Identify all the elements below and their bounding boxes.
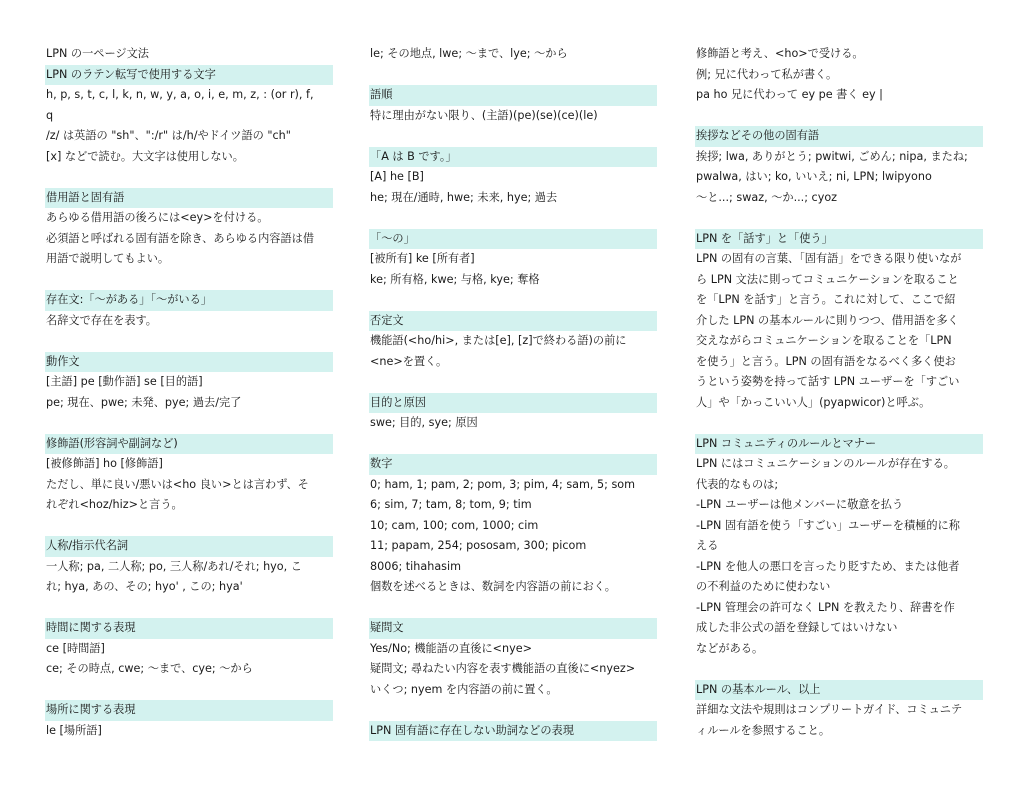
body-text-line: を「LPN を話す」と言う。これに対して、ここで紹	[696, 293, 956, 306]
section-gap	[369, 434, 657, 455]
body-text-line: q	[46, 108, 54, 122]
section-heading: 動作文	[45, 352, 333, 373]
body-text-line: 修飾語と考え、<ho>で受ける。	[696, 47, 864, 60]
body-text-line: [主語] pe [動作語] se [目的語]	[46, 375, 203, 388]
body-text-line: 詳細な文法や規則はコンプリートガイド、コミュニテ	[696, 703, 963, 716]
section-gap	[369, 65, 657, 86]
body-text-line: 人」や「かっこいい人」(pyapwicor)と呼ぶ。	[696, 395, 931, 409]
body-text-line: 0; ham, 1; pam, 2; pom, 3; pim, 4; sam, 5; som	[370, 477, 636, 491]
section-heading: 挨拶などその他の固有語	[695, 126, 983, 147]
body-text-line: [A] he [B]	[370, 170, 424, 183]
section-heading: 否定文	[369, 311, 657, 332]
section-gap	[695, 208, 983, 229]
body-text-line: -LPN 固有語を使う「すごい」ユーザーを積極的に称	[696, 518, 960, 532]
body-text-line: の不利益のために使わない	[696, 580, 831, 593]
section-heading: 時間に関する表現	[45, 618, 333, 639]
body-text-line: ィルールを参照すること。	[696, 723, 831, 737]
body-text-line: 成した非公式の語を登録してはいけない	[696, 621, 898, 634]
section-gap	[369, 372, 657, 393]
section-heading: 借用語と固有語	[45, 188, 333, 209]
section-gap	[45, 270, 333, 291]
body-text-line: 代表的なものは;	[696, 477, 779, 491]
section-heading: LPN を「話す」と「使う」	[695, 229, 983, 250]
body-text-line: LPN の固有の言葉、「固有語」をできる限り使いなが	[696, 252, 962, 265]
body-text-line: ～と...; swaz, ～か...; cyoz	[696, 190, 838, 204]
section-gap	[369, 126, 657, 147]
column-2	[369, 44, 657, 741]
section-gap	[369, 208, 657, 229]
section-gap	[45, 331, 333, 352]
body-text-line: le [場所語]	[46, 723, 102, 737]
body-text-line: 一人称; pa, 二人称; po, 三人称/あれ/それ; hyo, こ	[46, 559, 302, 573]
section-heading: LPN の基本ルール、以上	[695, 680, 983, 701]
body-text-line: /z/ は英語の "sh"、":/r" は/h/やドイツ語の "ch"	[46, 129, 291, 142]
section-heading: 修飾語(形容詞や副詞など)	[45, 434, 333, 455]
body-text-line: ただし、単に良い/悪いは<ho 良い>とは言わず、そ	[46, 477, 309, 491]
section-gap	[695, 659, 983, 680]
section-heading: 場所に関する表現	[45, 700, 333, 721]
body-text-line: he; 現在/通時, hwe; 未来, hye; 過去	[370, 190, 558, 204]
body-text-line: 用語で説明してもよい。	[46, 252, 170, 265]
body-text-line: 特に理由がない限り、(主語)(pe)(se)(ce)(le)	[370, 108, 598, 122]
body-text-line: pe; 現在、pwe; 未発、pye; 過去/完了	[46, 395, 242, 409]
document-title: LPN の一ページ文法	[46, 47, 149, 60]
body-text-line: swe; 目的, sye; 原因	[370, 416, 478, 429]
body-text-line: 名辞文で存在を表す。	[46, 313, 157, 327]
body-text-line: 交えながらコミュニケーションを取ることを「LPN	[696, 334, 952, 347]
column-1	[45, 44, 333, 741]
body-text-line: える	[696, 539, 719, 552]
section-gap	[45, 413, 333, 434]
body-text-line: 疑問文; 尋ねたい内容を表す機能語の直後に<nyez>	[370, 662, 636, 675]
body-text-line: ke; 所有格, kwe; 与格, kye; 奪格	[370, 272, 540, 286]
body-text-line: ら LPN 文法に則ってコミュニケーションを取ること	[696, 272, 959, 286]
body-text-line: 例; 兄に代わって私が書く。	[696, 67, 838, 81]
section-gap	[45, 598, 333, 619]
body-text-line: Yes/No; 機能語の直後に<nye>	[370, 641, 533, 655]
section-heading: 存在文:「～がある」「～がいる」	[45, 290, 333, 311]
body-text-line: れぞれ<hoz/hiz>と言う。	[46, 498, 183, 511]
body-text-line: 機能語(<ho/hi>, または[e], [z]で終わる語)の前に	[370, 334, 627, 347]
body-text-line: れ; hya, あの、その; hyo' , この; hya'	[46, 580, 243, 593]
body-text-line: 個数を述べるときは、数詞を内容語の前におく。	[370, 580, 616, 593]
body-text-line: <ne>を置く。	[370, 354, 448, 368]
body-text-line: -LPN を他人の悪口を言ったり貶すため、または他者	[696, 559, 960, 573]
body-text-line: -LPN ユーザーは他メンバーに敬意を払う	[696, 498, 904, 511]
section-heading: 「～の」	[369, 229, 657, 250]
section-heading: 目的と原因	[369, 393, 657, 414]
body-text-line: pa ho 兄に代わって ey pe 書く ey |	[696, 88, 883, 101]
body-text-line: あらゆる借用語の後ろには<ey>を付ける。	[46, 211, 269, 224]
section-gap	[695, 413, 983, 434]
section-gap	[45, 167, 333, 188]
body-text-line: pwalwa, はい; ko, いいえ; ni, LPN; lwipyono	[696, 170, 932, 183]
body-text-line: うという姿勢を持って話す LPN ユーザーを「すごい	[696, 375, 960, 388]
body-text-line: 必須語と呼ばれる固有語を除き、あらゆる内容語は借	[46, 231, 315, 245]
column-3	[695, 44, 983, 741]
body-text-line: 11; papam, 254; pososam, 300; picom	[370, 539, 587, 552]
body-text-line: 10; cam, 100; com, 1000; cim	[370, 518, 539, 532]
section-gap	[369, 290, 657, 311]
body-text-line: h, p, s, t, c, l, k, n, w, y, a, o, i, e, m, z, : (or r), f,	[46, 88, 314, 101]
section-gap	[369, 598, 657, 619]
body-text-line: 6; sim, 7; tam, 8; tom, 9; tim	[370, 498, 532, 511]
section-heading: 語順	[369, 85, 657, 106]
body-text-line: -LPN 管理会の許可なく LPN を教えたり、辞書を作	[696, 600, 955, 614]
body-text-line: LPN にはコミュニケーションのルールが存在する。	[696, 457, 955, 470]
body-text-line: ce [時間語]	[46, 641, 105, 655]
body-text-line: [被修飾語] ho [修飾語]	[46, 457, 163, 470]
section-gap	[45, 516, 333, 537]
body-text-line: [被所有] ke [所有者]	[370, 252, 475, 265]
section-heading: 疑問文	[369, 618, 657, 639]
section-heading: 数字	[369, 454, 657, 475]
body-text-line: ce; その時点, cwe; ～まで、cye; ～から	[46, 662, 253, 675]
section-gap	[369, 700, 657, 721]
section-heading: LPN 固有語に存在しない助詞などの表現	[369, 721, 657, 742]
body-text-line: などがある。	[696, 641, 764, 655]
section-heading: LPN コミュニティのルールとマナー	[695, 434, 983, 455]
body-text-line: 介した LPN の基本ルールに則りつつ、借用語を多く	[696, 313, 959, 327]
section-heading: 人称/指示代名詞	[45, 536, 333, 557]
section-gap	[695, 106, 983, 127]
section-heading: LPN のラテン転写で使用する文字	[45, 65, 333, 86]
body-text-line: le; その地点, lwe; ～まで、lye; ～から	[370, 47, 568, 60]
body-text-line: 8006; tihahasim	[370, 559, 462, 573]
body-text-line: を使う」と言う。LPN の固有語をなるべく多く使お	[696, 354, 956, 368]
section-heading: 「A は B です。」	[369, 147, 657, 168]
body-text-line: いくつ; nyem を内容語の前に置く。	[370, 682, 558, 696]
body-text-line: [x] などで読む。大文字は使用しない。	[46, 149, 244, 163]
section-gap	[45, 680, 333, 701]
body-text-line: 挨拶; lwa, ありがとう; pwitwi, ごめん; nipa, またね;	[696, 149, 968, 163]
